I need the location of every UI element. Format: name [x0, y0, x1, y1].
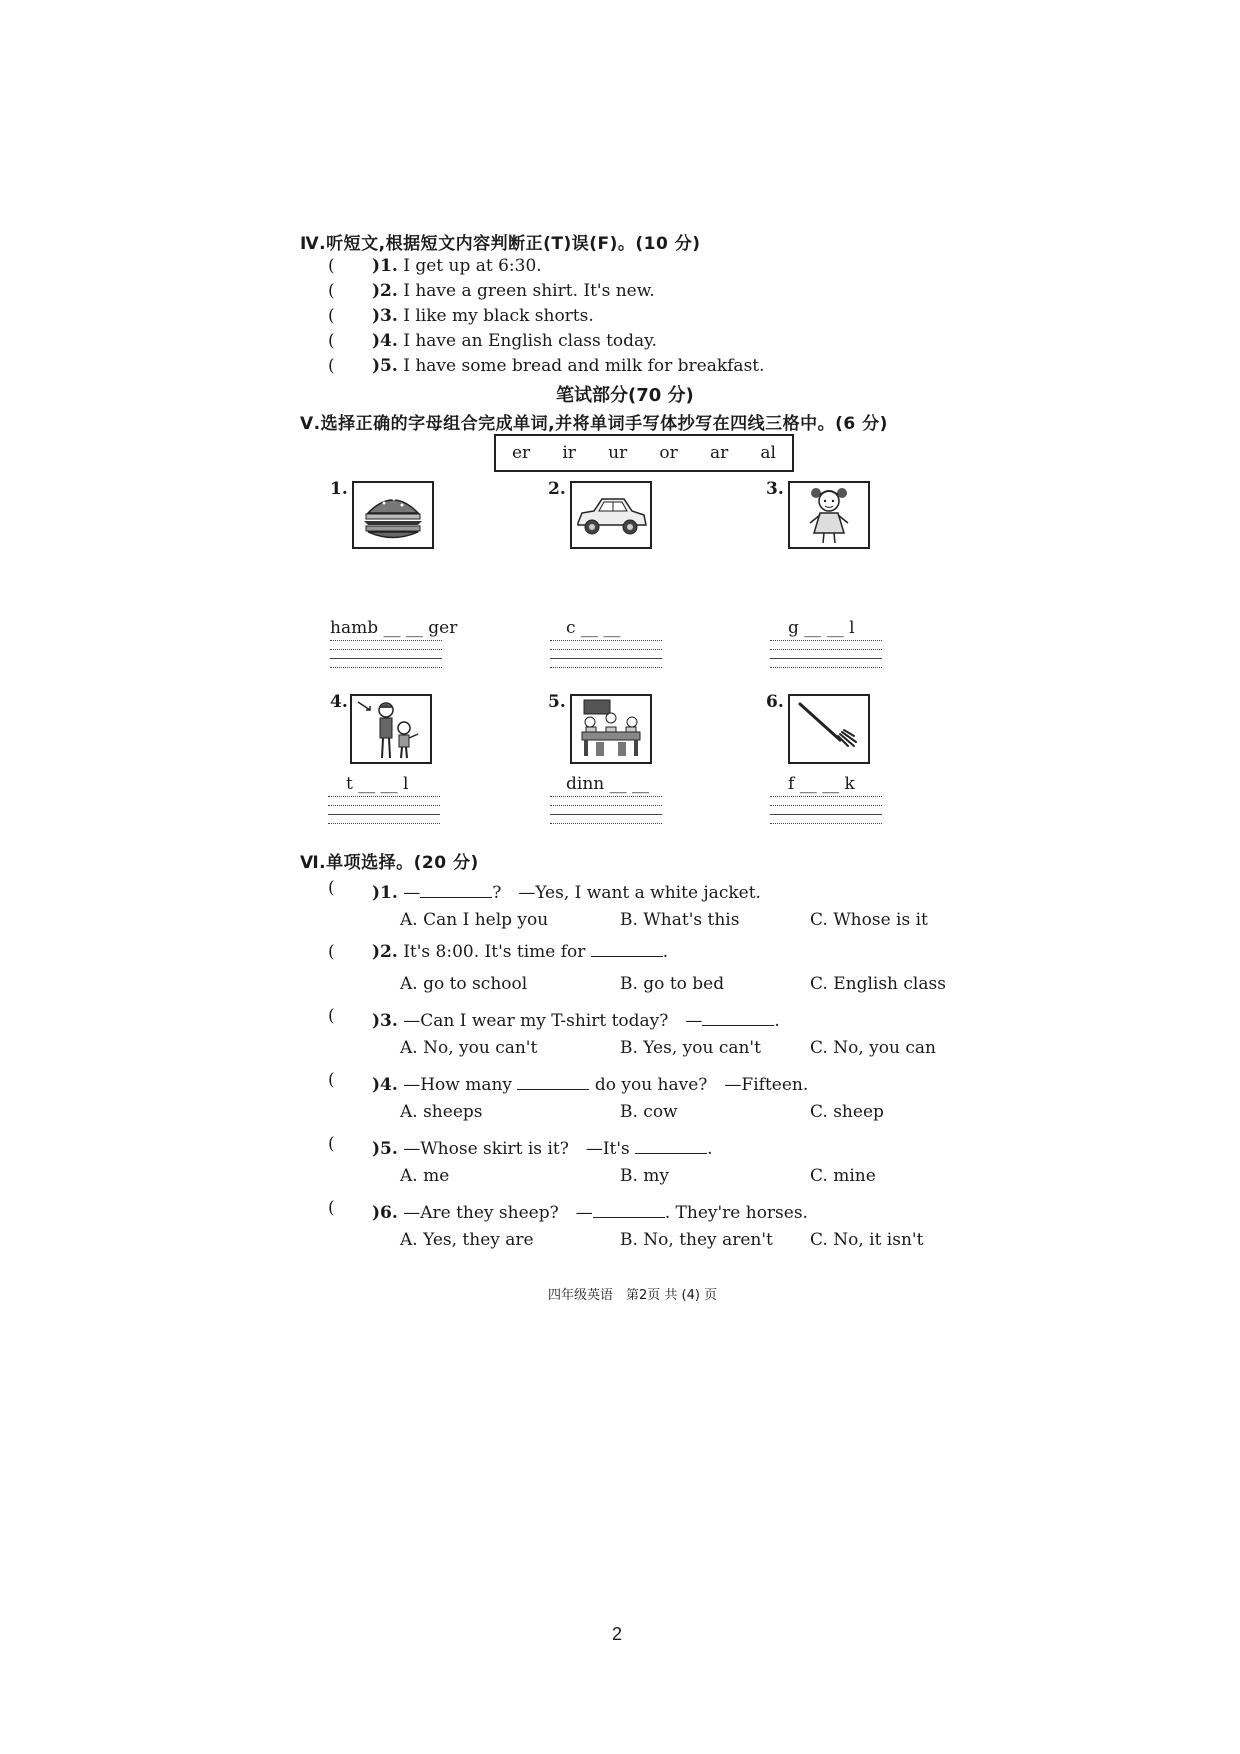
tall-person-icon — [350, 694, 432, 764]
letter-group: or — [659, 443, 678, 463]
option-c: C. mine — [810, 1166, 876, 1186]
answer-blank — [635, 1139, 707, 1154]
tf-item-3: )3. I like my black shorts. — [372, 306, 594, 326]
answer-paren: ( — [328, 878, 335, 898]
four-line-grid — [770, 796, 882, 832]
four-line-grid — [550, 640, 662, 676]
option-a: A. me — [400, 1166, 450, 1186]
option-b: B. my — [620, 1166, 670, 1186]
option-c: C. sheep — [810, 1102, 884, 1122]
letter-group: ir — [562, 443, 576, 463]
answer-paren: ( — [328, 1198, 335, 1218]
option-a: A. Yes, they are — [400, 1230, 534, 1250]
option-b: B. Yes, you can't — [620, 1038, 761, 1058]
mc-question-5: )5. —Whose skirt is it? —It's . — [372, 1139, 713, 1159]
picture-number: 6. — [766, 692, 784, 712]
word-blank: t __ __ l — [346, 774, 409, 794]
written-part-title: 笔试部分(70 分) — [556, 385, 694, 406]
family-dinner-icon — [570, 694, 652, 764]
page-number: 2 — [612, 1624, 623, 1644]
answer-paren: ( — [328, 306, 335, 326]
option-a: A. Can I help you — [400, 910, 549, 930]
tf-item-4: )4. I have an English class today. — [372, 331, 657, 351]
letter-group: al — [760, 443, 776, 463]
mc-question-4: )4. —How many do you have? —Fifteen. — [372, 1075, 809, 1095]
option-b: B. go to bed — [620, 974, 725, 994]
word-blank: g __ __ l — [788, 618, 855, 638]
answer-paren: ( — [328, 356, 335, 376]
option-c: C. No, you can — [810, 1038, 936, 1058]
mc-question-3: )3. —Can I wear my T-shirt today? — . — [372, 1011, 780, 1031]
option-c: C. Whose is it — [810, 910, 928, 930]
mc-question-1: )1. — ? —Yes, I want a white jacket. — [372, 883, 761, 903]
fork-icon — [788, 694, 870, 764]
tf-item-1: )1. I get up at 6:30. — [372, 256, 542, 276]
option-a: A. No, you can't — [400, 1038, 538, 1058]
letter-group: ur — [608, 443, 628, 463]
four-line-grid — [328, 796, 440, 832]
answer-blank — [591, 942, 663, 957]
answer-paren: ( — [328, 281, 335, 301]
tf-item-2: )2. I have a green shirt. It's new. — [372, 281, 655, 301]
picture-number: 1. — [330, 479, 348, 499]
answer-paren: ( — [328, 1006, 335, 1026]
word-blank: hamb __ __ ger — [330, 618, 458, 638]
letter-group-box — [494, 434, 794, 472]
four-line-grid — [770, 640, 882, 676]
tf-item-5: )5. I have some bread and milk for breakfast. — [372, 356, 765, 376]
answer-paren: ( — [328, 942, 335, 962]
four-line-grid — [550, 796, 662, 832]
section-4-heading: Ⅳ.听短文,根据短文内容判断正(T)误(F)。(10 分) — [300, 234, 701, 254]
option-b: B. cow — [620, 1102, 678, 1122]
letter-group: ar — [709, 443, 729, 463]
four-line-grid — [330, 640, 442, 676]
option-c: C. No, it isn't — [810, 1230, 924, 1250]
word-blank: f __ __ k — [788, 774, 855, 794]
option-a: A. go to school — [400, 974, 528, 994]
answer-paren: ( — [328, 331, 335, 351]
picture-number: 2. — [548, 479, 566, 499]
hamburger-icon — [352, 481, 434, 549]
word-blank: c __ __ — [566, 618, 621, 638]
picture-number: 3. — [766, 479, 784, 499]
picture-number: 5. — [548, 692, 566, 712]
option-b: B. No, they aren't — [620, 1230, 773, 1250]
girl-icon — [788, 481, 870, 549]
picture-number: 4. — [330, 692, 348, 712]
option-c: C. English class — [810, 974, 946, 994]
answer-blank — [420, 883, 492, 898]
answer-blank — [593, 1203, 665, 1218]
answer-paren: ( — [328, 1134, 335, 1154]
answer-blank — [517, 1075, 589, 1090]
answer-paren: ( — [328, 256, 335, 276]
mc-question-6: )6. —Are they sheep? — . They're horses. — [372, 1203, 808, 1223]
answer-paren: ( — [328, 1070, 335, 1090]
option-a: A. sheeps — [400, 1102, 483, 1122]
letter-group: er — [512, 443, 531, 463]
section-6-heading: Ⅵ.单项选择。(20 分) — [300, 853, 479, 873]
car-icon — [570, 481, 652, 549]
section-5-heading: Ⅴ.选择正确的字母组合完成单词,并将单词手写体抄写在四线三格中。(6 分) — [300, 414, 888, 434]
word-blank: dinn __ __ — [566, 774, 650, 794]
option-b: B. What's this — [620, 910, 740, 930]
page-footer: 四年级英语 第2页 共 (4) 页 — [548, 1288, 718, 1303]
answer-blank — [702, 1011, 774, 1026]
mc-question-2: )2. It's 8:00. It's time for . — [372, 942, 669, 962]
